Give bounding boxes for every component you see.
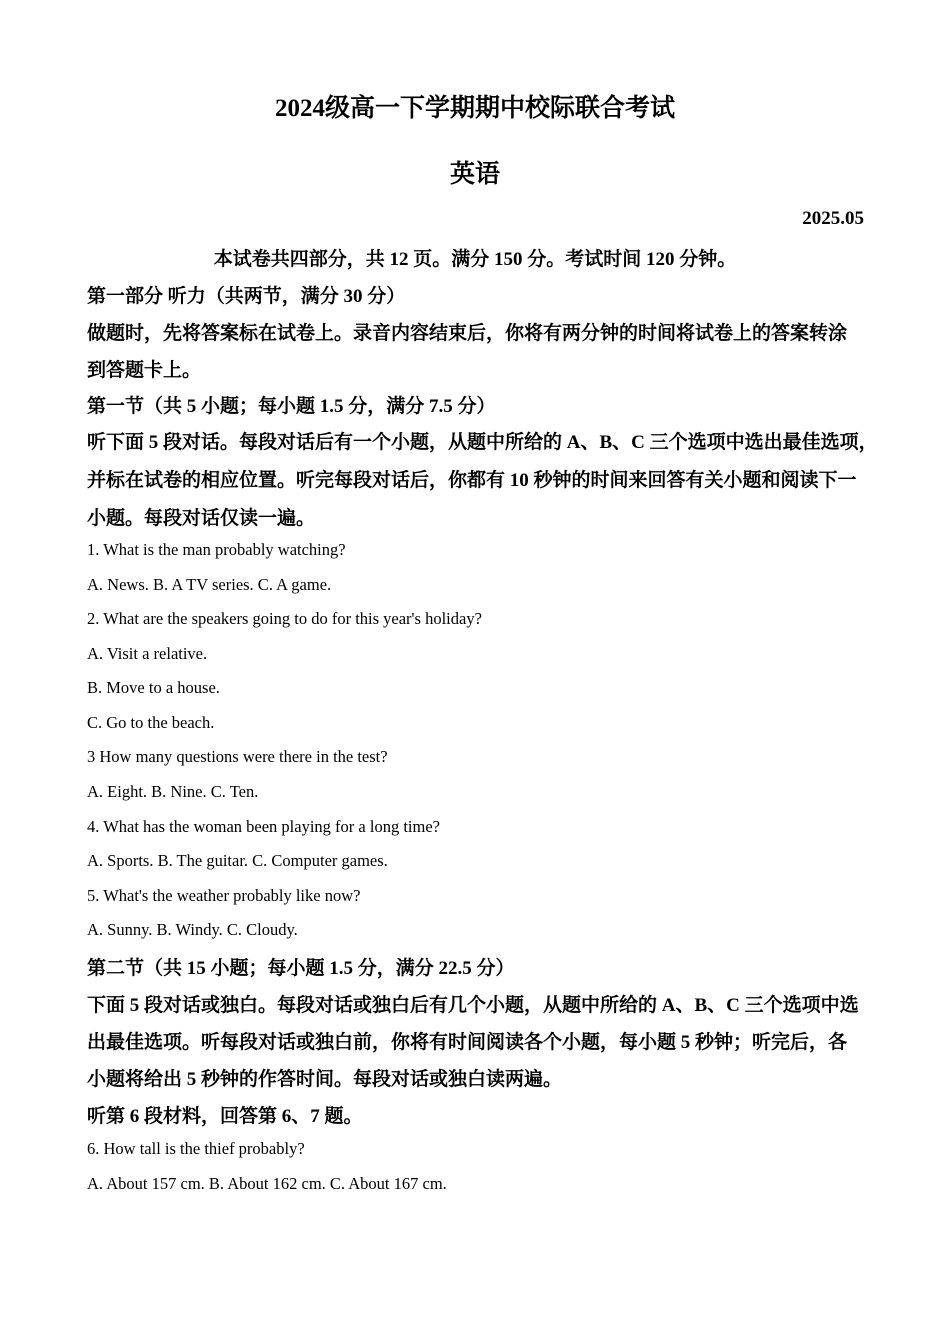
exam-title: 2024级高一下学期期中校际联合考试 [274,95,675,122]
subject-title: 英语 [449,161,500,188]
question-line: 6. How tall is the thief probably? [87,1139,305,1158]
part1-heading: 第一部分 听力（共两节，满分 30 分） [87,286,406,307]
answer-options: A. Sports. B. The guitar. C. Computer games. [87,851,388,870]
section1-heading: 第一节（共 5 小题；每小题 1.5 分，满分 7.5 分） [87,396,496,417]
section2-instruction-line: 下面 5 段对话或独白。每段对话或独白后有几个小题，从题中所给的 A、B、C 三个选项中选 [87,995,859,1016]
part1-instruction-line: 做题时，先将答案标在试卷上。录音内容结束后，你将有两分钟的时间将试卷上的答案转涂 [87,323,848,344]
answer-options: A. Sunny. B. Windy. C. Cloudy. [87,920,298,939]
section1-instruction-line: 并标在试卷的相应位置。听完每段对话后，你都有 10 秒钟的时间来回答有关小题和阅读下一 [87,470,857,491]
section2-instruction-line: 出最佳选项。听每段对话或独白前，你将有时间阅读各个小题，每小题 5 秒钟；听完后，各 [87,1032,848,1053]
answer-option: C. Go to the beach. [87,713,215,732]
part1-instruction-line: 到答题卡上。 [87,360,202,381]
answer-options: A. About 157 cm. B. About 162 cm. C. About 167 cm. [87,1174,447,1193]
section1-instruction-line: 听下面 5 段对话。每段对话后有一个小题，从题中所给的 A、B、C 三个选项中选出最佳选项， [87,432,878,453]
answer-options: A. News. B. A TV series. C. A game. [87,575,332,594]
answer-option: A. Visit a relative. [87,644,208,663]
section2-heading: 第二节（共 15 小题；每小题 1.5 分，满分 22.5 分） [87,958,515,979]
material-heading: 听第 6 段材料，回答第 6、7 题。 [87,1106,363,1127]
answer-options: A. Eight. B. Nine. C. Ten. [87,782,259,801]
question-line: 4. What has the woman been playing for a long time? [87,817,440,836]
section2-instruction-line: 小题将给出 5 秒钟的作答时间。每段对话或独白读两遍。 [87,1069,563,1090]
section1-instruction-line: 小题。每段对话仅读一遍。 [87,508,316,529]
question-line: 1. What is the man probably watching? [87,540,346,559]
question-line: 3 How many questions were there in the test? [87,747,388,766]
exam-note: 本试卷共四部分，共 12 页。满分 150 分。考试时间 120 分钟。 [213,249,737,270]
question-line: 5. What's the weather probably like now? [87,886,361,905]
question-line: 2. What are the speakers going to do for this year's holiday? [87,609,482,628]
exam-date: 2025.05 [802,208,864,229]
answer-option: B. Move to a house. [87,678,220,697]
